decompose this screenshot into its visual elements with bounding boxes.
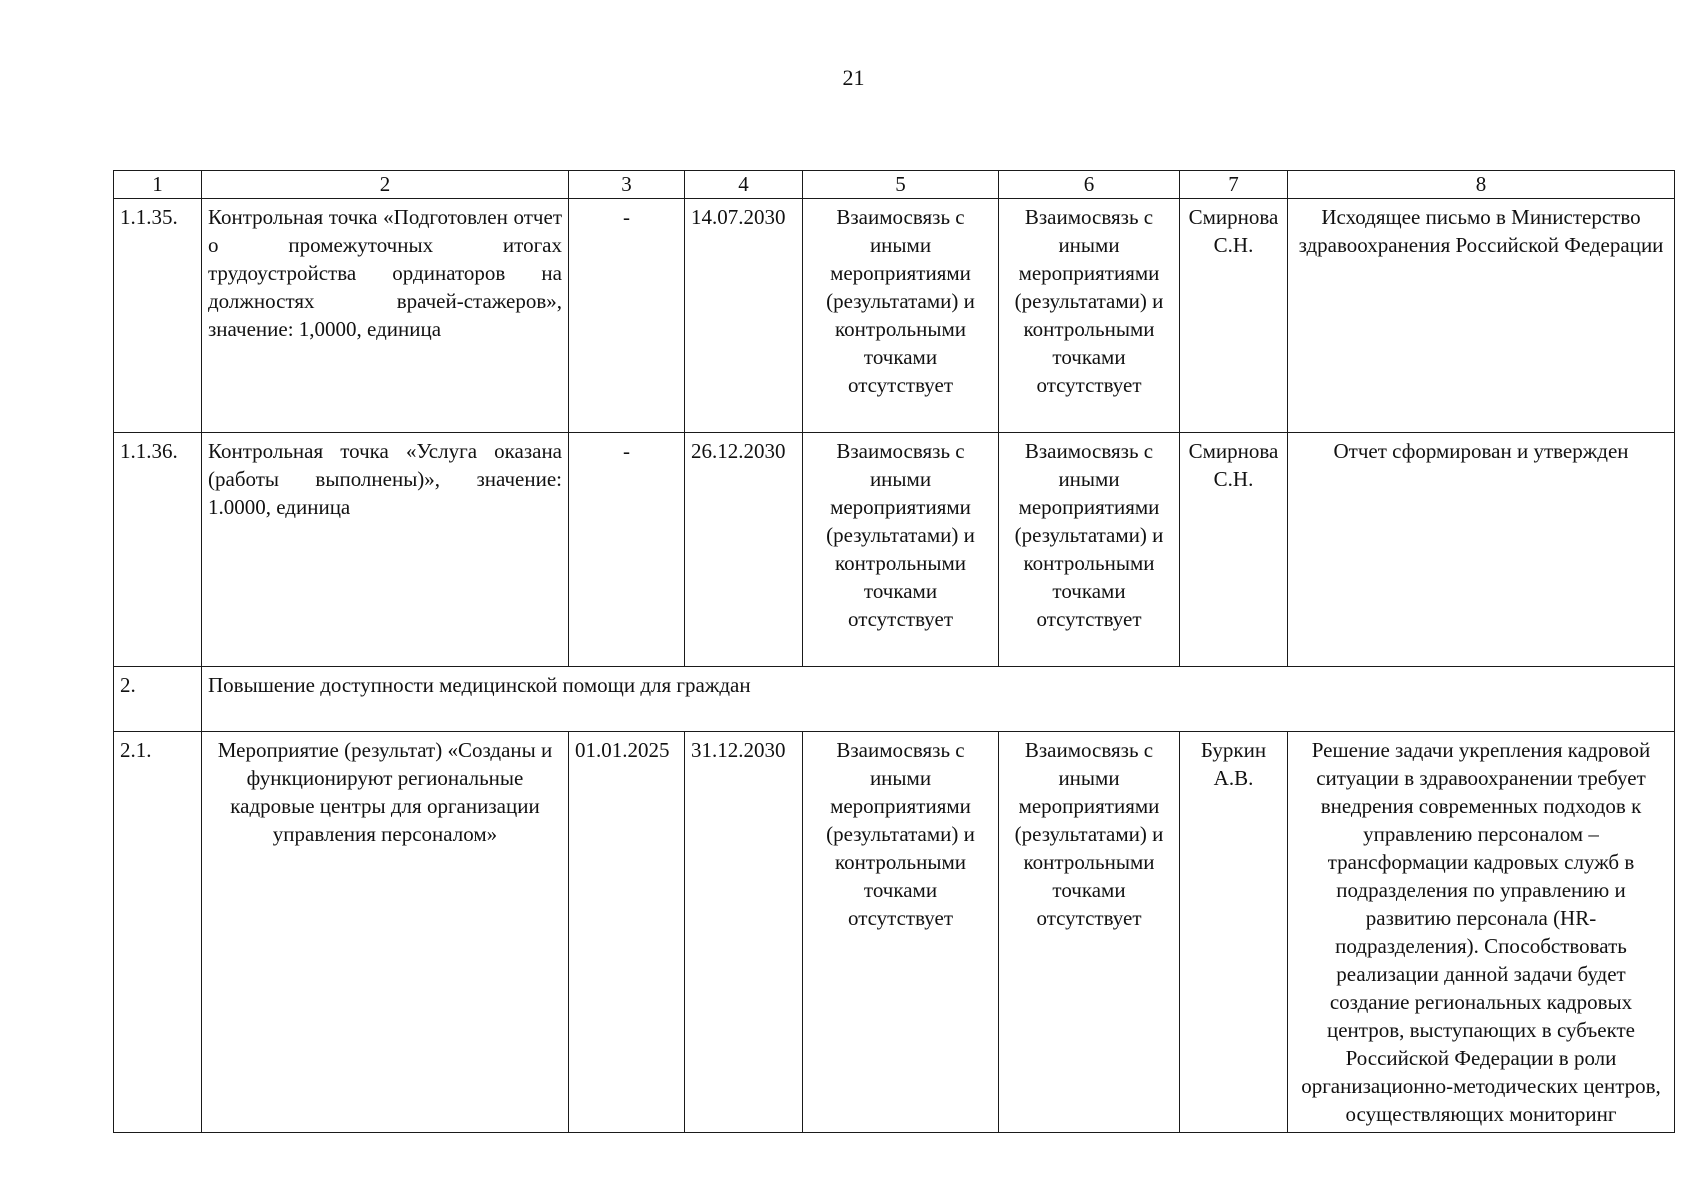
start-date: 01.01.2025 [569,732,685,1133]
column-header-4: 4 [685,171,803,199]
result-description: Отчет сформирован и утвержден [1288,433,1675,667]
end-date: 14.07.2030 [685,199,803,433]
responsible-person: Буркин А.В. [1180,732,1288,1133]
activity-name: Контрольная точка «Подготовлен отчет о промежуточных итогах трудоустройства ординаторов на должностях врачей-стажеров», значение: 1,0000, единица [202,199,569,433]
activity-name: Контрольная точка «Услуга оказана (работы выполнены)», значение: 1.0000, единица [202,433,569,667]
column-header-6: 6 [999,171,1180,199]
row-number: 2.1. [114,732,202,1133]
end-date: 26.12.2030 [685,433,803,667]
section-row [114,667,1675,732]
column-header-5: 5 [803,171,999,199]
table-row [114,199,1675,433]
row-number: 2. [114,667,202,732]
relation-cell: Взаимосвязь с иными мероприятиями (результатами) и контрольными точками отсутствует [999,732,1180,1133]
start-date: - [569,433,685,667]
relation-cell: Взаимосвязь с иными мероприятиями (результатами) и контрольными точками отсутствует [803,433,999,667]
header-row [114,171,1675,199]
start-date: - [569,199,685,433]
table-row [114,732,1675,1133]
page-number: 21 [842,65,865,90]
column-header-3: 3 [569,171,685,199]
relation-cell: Взаимосвязь с иными мероприятиями (результатами) и контрольными точками отсутствует [803,732,999,1133]
result-description: Решение задачи укрепления кадровой ситуации в здравоохранении требует внедрения современных подходов к управлению персоналом – трансформации кадровых служб в подразделения по управлению и развитию персонала (HR-подразделения). Способствовать реализации данной задачи будет создание региональных кадровых центров, выступающих в субъекте Российской Федерации в роли организационно-методических центров, осуществляющих мониторинг [1288,732,1675,1133]
section-title: Повышение доступности медицинской помощи для граждан [202,667,1675,732]
table-row [114,433,1675,667]
column-header-1: 1 [114,171,202,199]
column-header-2: 2 [202,171,569,199]
relation-cell: Взаимосвязь с иными мероприятиями (результатами) и контрольными точками отсутствует [999,199,1180,433]
relation-cell: Взаимосвязь с иными мероприятиями (результатами) и контрольными точками отсутствует [999,433,1180,667]
activity-name: Мероприятие (результат) «Созданы и функционируют региональные кадровые центры для организации управления персоналом» [202,732,569,1133]
row-number: 1.1.35. [114,199,202,433]
plan-table [113,170,1675,1133]
responsible-person: Смирнова С.Н. [1180,199,1288,433]
column-header-8: 8 [1288,171,1675,199]
relation-cell: Взаимосвязь с иными мероприятиями (результатами) и контрольными точками отсутствует [803,199,999,433]
column-header-7: 7 [1180,171,1288,199]
end-date: 31.12.2030 [685,732,803,1133]
responsible-person: Смирнова С.Н. [1180,433,1288,667]
result-description: Исходящее письмо в Министерство здравоохранения Российской Федерации [1288,199,1675,433]
row-number: 1.1.36. [114,433,202,667]
